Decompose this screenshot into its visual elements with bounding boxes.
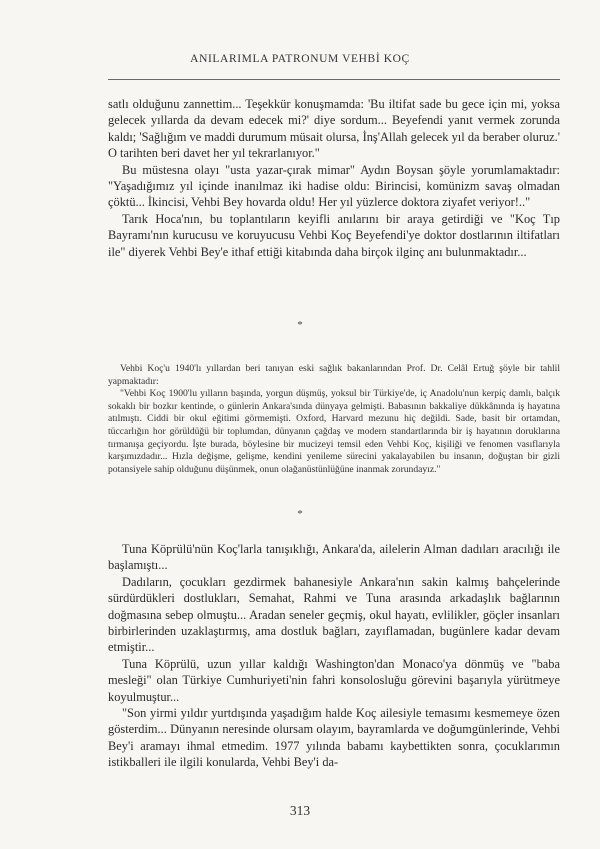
paragraph: "Son yirmi yıldır yurtdışında yaşadığım halde Koç ailesiyle temasımı kesmemeye özen gösterdim... Dünyanın neresinde olursam olayım, bayramlarda ve doğumgünlerinde, Vehbi Bey'i aramayı ihmal etmedim. 1977 yılında babamı kaybettikten sonra, çocuklarımın istikballeri ile ilgili konularda, Vehbi Bey'i da- bbox=[108, 706, 560, 770]
paragraph: Dadıların, çocukları gezdirmek bahanesiyle Ankara'nın sakin kalmış bahçelerinde sürdürdükleri dostlukları, Semahat, Rahmi ve Tuna arasında arkadaşlık bağlarının doğmasına sebep olmuştu... Aradan seneler geçmiş, okul hayatı, evlilikler, göçler insanları birbirlerinden uzaklaştırmış, ama dostluk bağları, zayıflamadan, bugünlere kadar devam etmiştir... bbox=[108, 574, 560, 655]
running-header: ANILARIMLA PATRONUM VEHBİ KOÇ bbox=[190, 53, 410, 65]
paragraph: satlı olduğunu zannettim... Teşekkür konuşmamda: 'Bu iltifat sade bu gece için mi, yoksa gelecek yıllarda da devam edecek mi?' diye sordum... Beyefendi yanıt vermek zorunda kaldı; 'Sağlığım ve maddi durumum müsait olursa, İnş'Allah gelecek yıl da beraber oluruz.' O tarihten beri davet her yıl tekrarlanıyor." bbox=[108, 97, 560, 161]
bottom-text-block bbox=[108, 541, 560, 771]
section-separator: * bbox=[297, 508, 303, 520]
page-number: 313 bbox=[289, 803, 311, 818]
quote-body: "Vehbi Koç 1900'lu yılların başında, yorgun düşmüş, yoksul bir Türkiye'de, iç Anadolu'nun kerpiç damlı, balçık sokaklı bir bozkır kentinde, o günlerin Ankara'sında dünyaya gelmişti. Babasının bakkaliye dükkânında iş hayatına atılmıştı. Ciddi bir okul eğitimi görmemişti. Oxford, Harvard mezunu hiç değildi. Sade, basit bir ortamdan, tüccarlığın hor görüldüğü bir toplumdan, dünyanın çağdaş ve modern standartlarında bir iş hayatının doruklarına tırmanışa geçiyordu. İşte burada, böylesine bir mucizeyi temsil eden Vehbi Koç, kişiliği ve fenomen vasıflarıyla karşımızdadır... Hızla değişme, gelişme, kendini yenileme sürecini yakalayabilen bu insanın, doğuştan bir gizli potansiyele sahip olduğunu düşünmek, onun olağanüstünlüğüne inanmak zorundayız." bbox=[108, 388, 560, 475]
paragraph: Tuna Köprülü, uzun yıllar kaldığı Washington'dan Monaco'ya dönmüş ve "baba mesleği" olan Türkiye Cumhuriyeti'nin fahri konsolosluğu görevini başarıyla yürütmeye koyulmuştur... bbox=[108, 656, 560, 704]
header-rule bbox=[108, 79, 560, 80]
quote-intro: Vehbi Koç'u 1940'lı yıllardan beri tanıyan eski sağlık bakanlarından Prof. Dr. Celâl Ertuğ şöyle bir tahlil yapmaktadır: bbox=[108, 363, 560, 387]
paragraph: Tarık Hoca'nın, bu toplantıların keyifli anılarını bir araya getirdiği ve "Koç Tıp Bayramı'nın kurucusu ve koruyucusu Vehbi Koç Beyefendi'ye doktor dostlarının iltifatları ile" diyerek Vehbi Bey'e ithaf ettiği kitabında daha birçok ilginç anı bulunmaktadır... bbox=[108, 211, 560, 259]
quote-block bbox=[108, 363, 560, 476]
paragraph: Bu müstesna olayı "usta yazar-çırak mimar" Aydın Boysan şöyle yorumlamaktadır: "Yaşadığımız yıl içinde inanılmaz iki hadise oldu: Birincisi, komünizm savaş olmadan çöktü... İkincisi, Vehbi Bey hovarda oldu! Her yıl yüzlerce doktora ziyafet veriyor!.." bbox=[108, 162, 560, 210]
paragraph: Tuna Köprülü'nün Koç'larla tanışıklığı, Ankara'da, ailelerin Alman dadıları aracılığı ile başlamıştı... bbox=[108, 542, 560, 573]
section-separator: * bbox=[297, 319, 303, 331]
top-text-block bbox=[108, 96, 560, 260]
